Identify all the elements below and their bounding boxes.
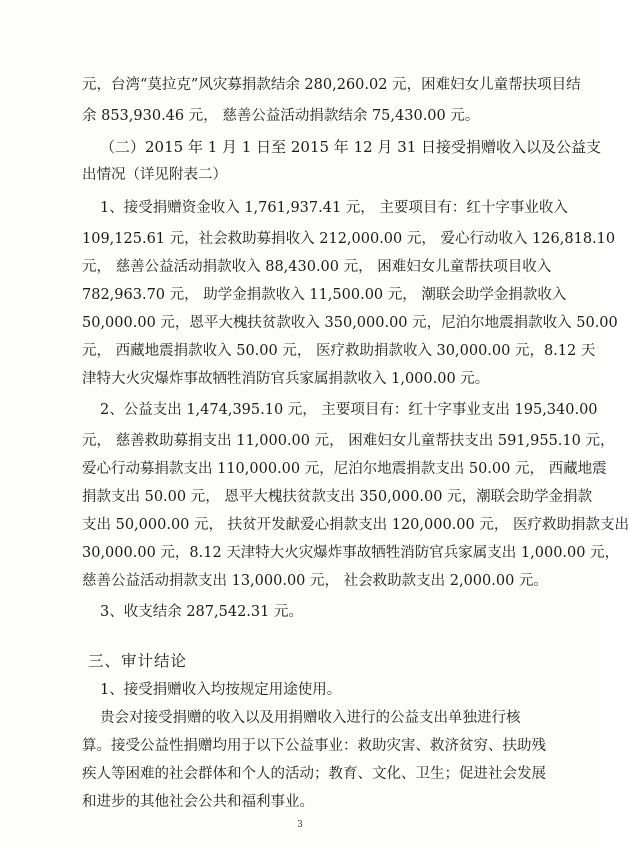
- text-line: 元， 慈善救助募捐支出 11,000.00 元， 困难妇女儿童帮扶支出 591,955.10 元，: [82, 433, 615, 449]
- text-line: 贵会对接受捐赠的收入以及用捐赠收入进行的公益支出单独进行核: [100, 710, 521, 726]
- text-line: 慈善公益活动捐款支出 13,000.00 元， 社会救助款支出 2,000.00 元。: [82, 573, 548, 589]
- text-line: 30,000.00 元，8.12 天津特大火灾爆炸事故牺牲消防官兵家属支出 1,000.00 元，: [82, 545, 620, 561]
- text-line: 109,125.61 元，社会救助募捐收入 212,000.00 元， 爱心行动收入 126,818.10: [82, 231, 616, 247]
- text-line: 50,000.00 元，恩平大槐扶贫款收入 350,000.00 元，尼泊尔地震捐款收入 50.00: [82, 315, 618, 331]
- text-line: 出情况（详见附表二）: [82, 167, 227, 183]
- section-heading: 三、审计结论: [88, 652, 188, 670]
- text-line: 津特大火灾爆炸事故牺牲消防官兵家属捐款收入 1,000.00 元。: [82, 371, 490, 387]
- text-line: 3、收支结余 287,542.31 元。: [100, 604, 303, 620]
- text-line: 元，台湾“莫拉克”风灾募捐款结余 280,260.02 元，困难妇女儿童帮扶项目结: [82, 77, 581, 93]
- text-line: 1、接受捐赠资金收入 1,761,937.41 元， 主要项目有：红十字事业收入: [100, 200, 568, 216]
- text-line: 爱心行动募捐款支出 110,000.00 元，尼泊尔地震捐款支出 50.00 元， 西藏地震: [82, 461, 607, 477]
- text-line: 元， 慈善公益活动捐款收入 88,430.00 元， 困难妇女儿童帮扶项目收入: [82, 259, 552, 275]
- text-line: 1、接受捐赠收入均按规定用途使用。: [100, 682, 342, 698]
- text-line: 和进步的其他社会公共和福利事业。: [82, 794, 314, 810]
- section-heading: （二）2015 年 1 月 1 日至 2015 年 12 月 31 日接受捐赠收入以及公益支: [100, 138, 602, 156]
- text-line: 782,963.70 元， 助学金捐款收入 11,500.00 元， 潮联会助学金捐款收入: [82, 287, 567, 303]
- page-number: 3: [297, 820, 303, 830]
- text-line: 2、公益支出 1,474,395.10 元， 主要项目有：红十字事业支出 195,340.00: [100, 402, 598, 418]
- text-line: 余 853,930.46 元， 慈善公益活动捐款结余 75,430.00 元。: [82, 108, 480, 124]
- text-line: 元， 西藏地震捐款收入 50.00 元， 医疗救助捐款收入 30,000.00 元，8.12 天: [82, 343, 596, 359]
- text-line: 算。接受公益性捐赠均用于以下公益事业：救助灾害、救济贫穷、扶助残: [82, 738, 546, 754]
- text-line: 疾人等困难的社会群体和个人的活动；教育、文化、卫生；促进社会发展: [82, 766, 546, 782]
- text-line: 支出 50,000.00 元， 扶贫开发献爱心捐款支出 120,000.00 元， 医疗救助捐款支出: [82, 517, 629, 533]
- text-line: 捐款支出 50.00 元， 恩平大槐扶贫款支出 350,000.00 元，潮联会助学金捐款: [82, 489, 593, 505]
